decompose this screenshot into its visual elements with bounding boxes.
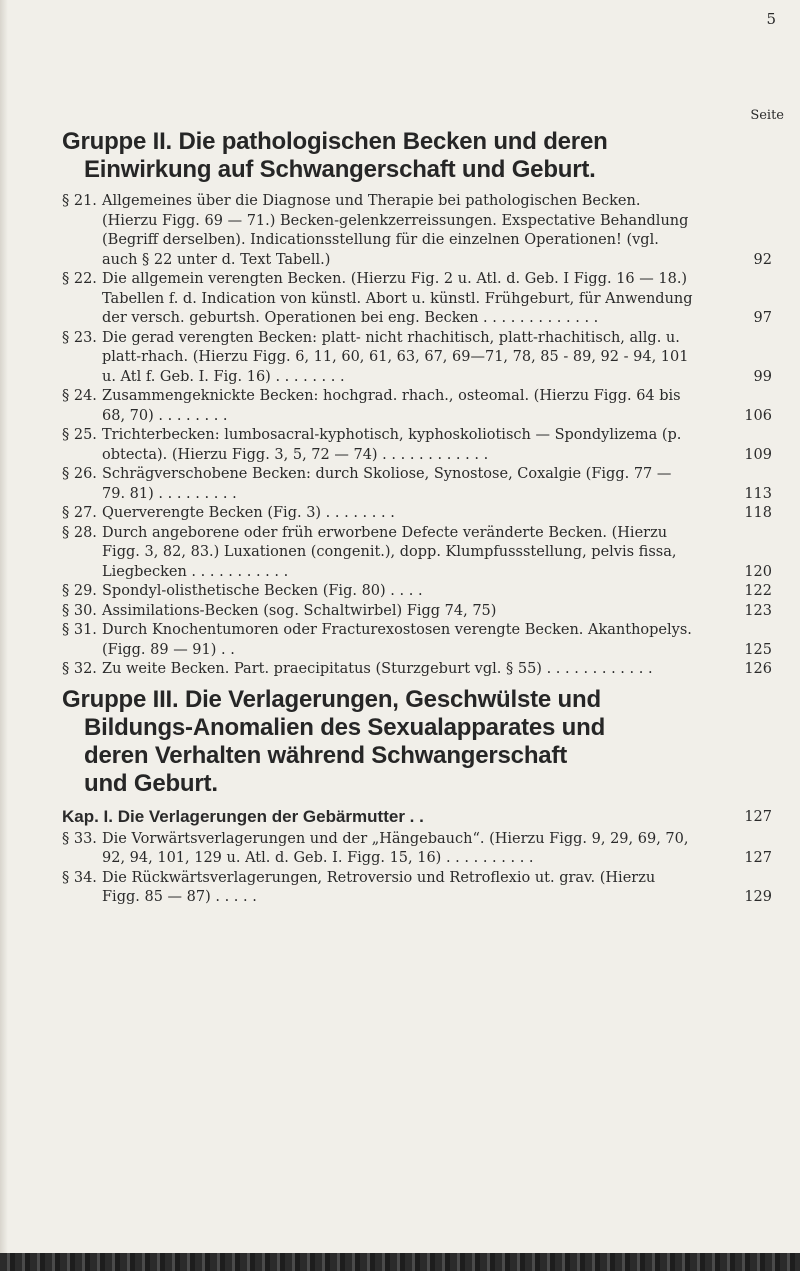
entry-page: 122 bbox=[744, 583, 772, 599]
group-2-heading-line2: Einwirkung auf Schwangerschaft und Geburt. bbox=[84, 156, 596, 183]
toc-entry-21[interactable] bbox=[62, 192, 772, 270]
toc-entry-30[interactable] bbox=[62, 602, 772, 622]
table-of-contents bbox=[62, 128, 772, 908]
entry-number: § 32. bbox=[62, 661, 97, 677]
entry-text: Die Rückwärtsverlagerungen, Retroversio und Retroflexio ut. grav. (Hierzu Figg. 85 — 87) . . . . . bbox=[102, 869, 656, 905]
entry-page: 109 bbox=[744, 446, 772, 463]
entry-text: Trichterbecken: lumbosacral-kyphotisch, kyphoskoliotisch — Spondylizema (p. obtecta). (Hierzu Figg. 3, 5, 72 — 74) . . . . . . . . . . . . bbox=[102, 427, 682, 463]
entry-number: § 29. bbox=[62, 583, 97, 599]
entry-number: § 34. bbox=[62, 869, 97, 886]
entry-text: Die gerad verengten Becken: platt- nicht rhachitisch, platt-rhachitisch, allg. u. platt-rhach. (Hierzu Figg. 6, 11, 60, 61, 63, 67, 69—71, 78, 85 - 89, 92 - 94, 101 u. Atl f. Geb. I. Fig. 16) . . . . . . . . bbox=[102, 329, 689, 385]
group-3-heading-line1: Gruppe III. Die Verlagerungen, Geschwülste und bbox=[62, 685, 601, 713]
entry-number: § 31. bbox=[62, 622, 97, 638]
entry-text: Durch angeborene oder früh erworbene Defecte veränderte Becken. (Hierzu Figg. 3, 82, 83.) Luxationen (congenit.), dopp. Klumpfussstellung, pelvis fissa, Liegbecken . . . . . . . . . . . bbox=[102, 524, 677, 580]
entry-number: § 26. bbox=[62, 466, 97, 482]
entry-page: 129 bbox=[744, 889, 772, 905]
toc-entry-32[interactable] bbox=[62, 660, 772, 680]
entry-text: Zusammengeknickte Becken: hochgrad. rhach., osteomal. (Hierzu Figg. 64 bis 68, 70) . . . . . . . . bbox=[102, 388, 681, 424]
entry-number: § 27. bbox=[62, 505, 97, 521]
entry-number: § 28. bbox=[62, 524, 97, 541]
entry-page: 106 bbox=[744, 407, 772, 424]
entry-number: § 30. bbox=[62, 602, 97, 619]
entry-page: 97 bbox=[753, 310, 772, 326]
scan-bottom-edge bbox=[0, 1253, 800, 1271]
toc-entry-22[interactable] bbox=[62, 270, 772, 329]
entry-text: Querverengte Becken (Fig. 3) . . . . . . . . bbox=[102, 505, 395, 521]
chapter-1-heading[interactable] bbox=[62, 806, 772, 828]
entry-page: 127 bbox=[744, 850, 772, 866]
entry-page: 126 bbox=[744, 661, 772, 677]
entry-text: Assimilations-Becken (sog. Schaltwirbel) Figg 74, 75) bbox=[102, 602, 497, 619]
toc-entry-28[interactable] bbox=[62, 524, 772, 583]
entry-text: Die Vorwärtsverlagerungen und der „Hängebauch“. (Hierzu Figg. 9, 29, 69, 70, 92, 94, 101, 129 u. Atl. d. Geb. I. Figg. 15, 16) . . . . . . . . . . bbox=[102, 830, 689, 866]
toc-entry-26[interactable] bbox=[62, 465, 772, 504]
entry-page: 113 bbox=[744, 485, 772, 502]
group-3-heading-line4: und Geburt. bbox=[84, 769, 218, 797]
group-3-entries bbox=[62, 830, 772, 908]
page-number: 5 bbox=[766, 10, 776, 28]
entry-number: § 21. bbox=[62, 193, 97, 209]
entry-page: 118 bbox=[744, 505, 772, 521]
toc-entry-34[interactable] bbox=[62, 869, 772, 908]
group-2-heading-line1: Gruppe II. Die pathologischen Becken und deren bbox=[62, 128, 608, 155]
entry-text: Durch Knochentumoren oder Fracturexostosen verengte Becken. Akanthopelys. (Figg. 89 — 91) . . bbox=[102, 622, 692, 658]
chapter-page: 127 bbox=[744, 808, 772, 825]
entry-number: § 22. bbox=[62, 271, 97, 287]
entry-page: 125 bbox=[744, 641, 772, 658]
entry-text: Zu weite Becken. Part. praecipitatus (Sturzgeburt vgl. § 55) . . . . . . . . . . . . bbox=[102, 661, 653, 677]
group-3-heading-line3: deren Verhalten während Schwangerschaft bbox=[84, 741, 568, 769]
entry-text: Allgemeines über die Diagnose und Therapie bei pathologischen Becken. (Hierzu Figg. 69 — 71.) Becken-gelenkzerreissungen. Exspectative Behandlung (Begriff derselben). Indicationsstellung für die einzelnen Operationen! (vgl. auch § 22 unter d. Text Tabell.) bbox=[102, 193, 689, 268]
toc-entry-33[interactable] bbox=[62, 830, 772, 869]
group-2-entries bbox=[62, 192, 772, 680]
entry-text: Die allgemein verengten Becken. (Hierzu Fig. 2 u. Atl. d. Geb. I Figg. 16 — 18.) Tabellen f. d. Indication von künstl. Abort u. künstl. Frühgeburt, für Anwendung der versch. geburtsh. Operationen bei eng. Becken . . . . . . . . . . . . . bbox=[102, 271, 693, 326]
entry-page: 120 bbox=[744, 563, 772, 580]
entry-number: § 25. bbox=[62, 427, 97, 443]
toc-entry-29[interactable] bbox=[62, 582, 772, 602]
entry-page: 92 bbox=[753, 251, 772, 268]
page-edge-shadow bbox=[0, 0, 8, 1271]
entry-number: § 33. bbox=[62, 830, 97, 847]
entry-text: Schrägverschobene Becken: durch Skoliose, Synostose, Coxalgie (Figg. 77 — 79. 81) . . . . . . . . . bbox=[102, 466, 672, 502]
toc-entry-25[interactable] bbox=[62, 426, 772, 465]
group-2-heading bbox=[62, 128, 772, 184]
toc-entry-23[interactable] bbox=[62, 329, 772, 388]
group-3-heading-line2: Bildungs-Anomalien des Sexualapparates und bbox=[84, 713, 606, 741]
toc-entry-31[interactable] bbox=[62, 621, 772, 660]
entry-page: 99 bbox=[753, 368, 772, 385]
entry-number: § 24. bbox=[62, 388, 97, 404]
group-3-heading bbox=[62, 686, 772, 798]
toc-entry-24[interactable] bbox=[62, 387, 772, 426]
chapter-label: Kap. I. Die Verlagerungen der Gebärmutter . . bbox=[62, 806, 424, 826]
entry-text: Spondyl-olisthetische Becken (Fig. 80) . . . . bbox=[102, 583, 423, 599]
seite-label: Seite bbox=[750, 108, 784, 123]
entry-page: 123 bbox=[744, 602, 772, 619]
entry-number: § 23. bbox=[62, 329, 97, 346]
toc-entry-27[interactable] bbox=[62, 504, 772, 524]
